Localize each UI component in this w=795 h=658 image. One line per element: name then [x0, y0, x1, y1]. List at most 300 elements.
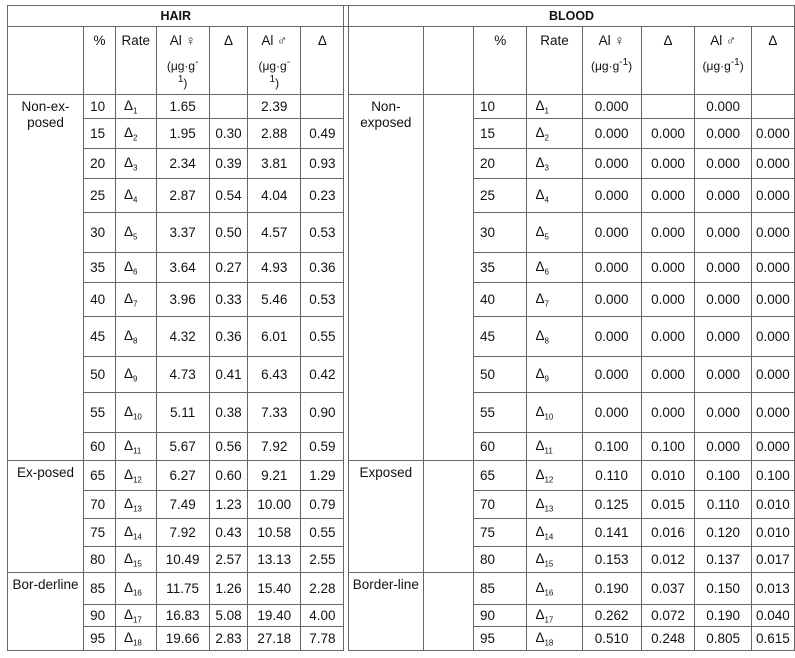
blood-pct-cell: 90: [474, 605, 527, 627]
blood-delta-male-cell: 0.000: [751, 119, 794, 149]
hair-pct-cell: 20: [84, 149, 116, 179]
hair-al-female-label: Al ♀: [169, 33, 196, 48]
hair-delta-female-cell: 0.50: [209, 213, 248, 253]
hair-delta-female-cell: 0.39: [209, 149, 248, 179]
blood-delta-female-cell: 0.010: [641, 461, 695, 491]
delta-symbol: Δ: [535, 466, 545, 482]
blood-pct-header: %: [474, 27, 527, 95]
delta-symbol: Δ: [123, 154, 133, 170]
blood-pct-cell: 75: [474, 519, 527, 547]
blood-rate-cell: [527, 213, 582, 253]
blood-al-female-cell: 0.000: [582, 317, 641, 357]
blood-al-male-cell: 0.000: [695, 149, 751, 179]
hair-pct-cell: 65: [84, 461, 116, 491]
delta-symbol: Δ: [535, 523, 545, 539]
hair-al-male-cell: 6.01: [248, 317, 301, 357]
hair-pct-cell: 40: [84, 283, 116, 317]
hair-al-male-cell: 10.00: [248, 491, 301, 519]
delta-symbol: Δ: [535, 629, 545, 645]
hair-delta-female-cell: 5.08: [209, 605, 248, 627]
hair-rate-cell: [115, 283, 156, 317]
hair-delta-male-cell: 0.23: [301, 179, 344, 213]
rate-index: 15: [544, 559, 554, 569]
blood-pct-cell: 85: [474, 573, 527, 605]
hair-al-female-cell: 4.73: [156, 357, 209, 393]
hair-delta-male-cell: 0.53: [301, 213, 344, 253]
hair-al-female-cell: 5.11: [156, 393, 209, 433]
blood-delta-female-cell: 0.012: [641, 547, 695, 573]
blood-group-borderline: Border-line: [349, 573, 424, 651]
blood-delta-male-cell: 0.013: [751, 573, 794, 605]
blood-rate-cell: [527, 119, 582, 149]
delta-symbol: Δ: [123, 97, 133, 113]
hair-al-female-cell: 3.64: [156, 253, 209, 283]
blood-delta-male-cell: [751, 95, 794, 119]
blood-delta-female-cell: 0.000: [641, 119, 695, 149]
blood-group-non-exposed: Non-exposed: [349, 95, 424, 461]
hair-pct-cell: 60: [84, 433, 116, 461]
blood-al-male-cell: 0.000: [695, 433, 751, 461]
delta-symbol: Δ: [123, 258, 133, 274]
delta-symbol: Δ: [123, 290, 133, 306]
blood-al-female-cell: 0.000: [582, 149, 641, 179]
hair-al-female-cell: 3.96: [156, 283, 209, 317]
blood-pct-cell: 10: [474, 95, 527, 119]
hair-al-male-label: Al ♂: [261, 33, 288, 48]
delta-symbol: Δ: [535, 223, 545, 239]
delta-symbol: Δ: [535, 579, 545, 595]
rate-index: 15: [132, 559, 142, 569]
delta-symbol: Δ: [123, 523, 133, 539]
hair-al-male-cell: 27.18: [248, 627, 301, 651]
blood-al-female-cell: 0.000: [582, 393, 641, 433]
hair-al-male-header: [248, 27, 301, 95]
blood-rate-cell: [527, 519, 582, 547]
blood-delta-male-cell: 0.040: [751, 605, 794, 627]
blood-delta-male-cell: 0.000: [751, 213, 794, 253]
blood-empty-col: [423, 573, 473, 651]
hair-al-female-cell: 3.37: [156, 213, 209, 253]
blood-al-male-cell: 0.000: [695, 283, 751, 317]
hair-al-female-cell: 6.27: [156, 461, 209, 491]
blood-al-male-cell: 0.120: [695, 519, 751, 547]
hair-al-male-cell: 4.57: [248, 213, 301, 253]
hair-pct-cell: 75: [84, 519, 116, 547]
hair-al-female-cell: 2.87: [156, 179, 209, 213]
rate-index: 1: [544, 106, 549, 116]
blood-rate-cell: [527, 573, 582, 605]
hair-al-female-cell: 1.95: [156, 119, 209, 149]
hair-rate-cell: [115, 605, 156, 627]
hair-delta-male-cell: 0.55: [301, 317, 344, 357]
section-gap: [344, 491, 349, 519]
blood-rate-cell: [527, 283, 582, 317]
rate-index: 2: [132, 133, 138, 143]
blood-al-female-cell: 0.100: [582, 433, 641, 461]
section-gap: [344, 393, 349, 433]
hair-group-non-exposed: Non-ex-posed: [8, 95, 84, 461]
hair-al-female-cell: 7.92: [156, 519, 209, 547]
blood-rate-cell: [527, 253, 582, 283]
delta-symbol: Δ: [535, 365, 545, 381]
hair-delta-male-cell: 2.28: [301, 573, 344, 605]
blood-pct-cell: 25: [474, 179, 527, 213]
hair-al-male-cell: 19.40: [248, 605, 301, 627]
hair-rate-cell: [115, 95, 156, 119]
hair-al-male-cell: 2.39: [248, 95, 301, 119]
hair-delta-female-cell: 0.36: [209, 317, 248, 357]
hair-al-male-cell: 2.88: [248, 119, 301, 149]
section-gap: [344, 213, 349, 253]
blood-al-male-cell: 0.000: [695, 357, 751, 393]
blood-al-male-cell: 0.137: [695, 547, 751, 573]
hair-delta-female-cell: 0.43: [209, 519, 248, 547]
section-gap: [344, 179, 349, 213]
blood-rate-cell: [527, 461, 582, 491]
hair-delta-female-cell: 1.26: [209, 573, 248, 605]
hair-delta-male-cell: 4.00: [301, 605, 344, 627]
delta-symbol: Δ: [535, 550, 545, 566]
blood-al-female-cell: 0.510: [582, 627, 641, 651]
blood-al-female-cell: 0.000: [582, 253, 641, 283]
rate-index: 16: [132, 588, 142, 598]
blood-al-female-cell: 0.190: [582, 573, 641, 605]
rate-index: 18: [544, 638, 554, 648]
rate-index: 10: [132, 412, 142, 422]
rate-index: 17: [132, 615, 142, 625]
hair-group-borderline: Bor-derline: [8, 573, 84, 651]
blood-al-female-cell: 0.153: [582, 547, 641, 573]
hair-delta-female-cell: 0.60: [209, 461, 248, 491]
blood-pct-cell: 40: [474, 283, 527, 317]
rate-index: 3: [132, 163, 138, 173]
hair-al-male-cell: 15.40: [248, 573, 301, 605]
blood-al-female-header: [582, 27, 641, 95]
hair-rate-cell: [115, 547, 156, 573]
blood-rate-cell: [527, 95, 582, 119]
hair-al-female-cell: 5.67: [156, 433, 209, 461]
hair-al-male-cell: 6.43: [248, 357, 301, 393]
blood-delta-female-cell: 0.248: [641, 627, 695, 651]
table-row: [8, 461, 795, 491]
hair-al-male-cell: 7.92: [248, 433, 301, 461]
delta-symbol: Δ: [123, 550, 133, 566]
delta-symbol: Δ: [535, 124, 545, 140]
blood-al-male-cell: 0.110: [695, 491, 751, 519]
hair-delta-male-cell: 0.79: [301, 491, 344, 519]
blood-pct-cell: 55: [474, 393, 527, 433]
blood-pct-cell: 65: [474, 461, 527, 491]
section-gap: [344, 283, 349, 317]
blood-delta-male-cell: 0.000: [751, 433, 794, 461]
blood-al-female-cell: 0.125: [582, 491, 641, 519]
hair-pct-cell: 55: [84, 393, 116, 433]
hair-delta-male-cell: 7.78: [301, 627, 344, 651]
hair-blood-aluminium-table: [7, 5, 795, 651]
hair-al-female-cell: 11.75: [156, 573, 209, 605]
hair-al-male-cell: 5.46: [248, 283, 301, 317]
blood-group-header: [349, 27, 424, 95]
blood-delta-male-cell: 0.010: [751, 491, 794, 519]
hair-pct-cell: 10: [84, 95, 116, 119]
hair-al-male-cell: 7.33: [248, 393, 301, 433]
hair-delta-female-cell: 0.33: [209, 283, 248, 317]
hair-delta-male-cell: 0.42: [301, 357, 344, 393]
hair-al-female-cell: 19.66: [156, 627, 209, 651]
blood-delta-male-cell: 0.010: [751, 519, 794, 547]
hair-pct-cell: 45: [84, 317, 116, 357]
delta-symbol: Δ: [123, 437, 133, 453]
section-gap: [344, 519, 349, 547]
hair-pct-cell: 90: [84, 605, 116, 627]
blood-delta-male-cell: 0.100: [751, 461, 794, 491]
blood-pct-cell: 45: [474, 317, 527, 357]
table-row: [8, 573, 795, 605]
hair-group-exposed: Ex-posed: [8, 461, 84, 573]
blood-pct-cell: 15: [474, 119, 527, 149]
hair-al-female-cell: 2.34: [156, 149, 209, 179]
rate-index: 4: [544, 195, 549, 205]
blood-al-female-cell: 0.000: [582, 95, 641, 119]
hair-unit-m-sup: 1: [269, 74, 276, 85]
blood-delta-female-cell: [641, 95, 695, 119]
rate-index: 8: [544, 336, 549, 346]
hair-rate-cell: [115, 179, 156, 213]
blood-rate-cell: [527, 179, 582, 213]
blood-rate-cell: [527, 433, 582, 461]
hair-pct-cell: 50: [84, 357, 116, 393]
hair-al-female-cell: 7.49: [156, 491, 209, 519]
blood-delta-female-cell: 0.000: [641, 357, 695, 393]
delta-symbol: Δ: [535, 403, 545, 419]
blood-empty-header: [423, 27, 473, 95]
rate-index: 2: [544, 133, 549, 143]
hair-pct-cell: 30: [84, 213, 116, 253]
hair-rate-header: Rate: [115, 27, 156, 95]
blood-delta-female-cell: 0.000: [641, 283, 695, 317]
hair-al-male-cell: 4.04: [248, 179, 301, 213]
blood-rate-cell: [527, 357, 582, 393]
table-body: [8, 95, 795, 651]
blood-rate-cell: [527, 547, 582, 573]
blood-pct-cell: 20: [474, 149, 527, 179]
blood-al-male-cell: 0.000: [695, 179, 751, 213]
blood-rate-cell: [527, 491, 582, 519]
blood-delta-male-cell: 0.000: [751, 357, 794, 393]
blood-al-female-cell: 0.110: [582, 461, 641, 491]
delta-symbol: Δ: [535, 606, 545, 622]
rate-index: 16: [544, 588, 554, 598]
hair-pct-cell: 95: [84, 627, 116, 651]
hair-delta-female-cell: 0.27: [209, 253, 248, 283]
hair-delta-female-cell: 0.41: [209, 357, 248, 393]
blood-delta-female-cell: 0.000: [641, 149, 695, 179]
blood-delta-female-cell: 0.100: [641, 433, 695, 461]
hair-delta-female-cell: 1.23: [209, 491, 248, 519]
blood-rate-cell: [527, 627, 582, 651]
hair-rate-cell: [115, 433, 156, 461]
hair-al-female-cell: 1.65: [156, 95, 209, 119]
hair-delta-male-cell: 0.90: [301, 393, 344, 433]
rate-index: 7: [132, 299, 138, 309]
rate-index: 6: [544, 267, 549, 277]
delta-symbol: Δ: [123, 495, 133, 511]
hair-rate-cell: [115, 519, 156, 547]
delta-symbol: Δ: [535, 437, 545, 453]
delta-symbol: Δ: [535, 258, 545, 274]
blood-empty-col: [423, 461, 473, 573]
hair-pct-cell: 25: [84, 179, 116, 213]
blood-delta-female-cell: 0.000: [641, 213, 695, 253]
hair-al-male-cell: 3.81: [248, 149, 301, 179]
blood-delta-female-cell: 0.000: [641, 317, 695, 357]
rate-index: 9: [544, 374, 549, 384]
section-gap: [344, 317, 349, 357]
rate-index: 14: [132, 532, 142, 542]
delta-symbol: Δ: [123, 466, 133, 482]
rate-index: 1: [132, 106, 138, 116]
hair-delta-male-cell: 0.36: [301, 253, 344, 283]
blood-rate-cell: [527, 393, 582, 433]
delta-symbol: Δ: [123, 606, 133, 622]
delta-symbol: Δ: [535, 97, 545, 113]
blood-pct-cell: 50: [474, 357, 527, 393]
hair-al-female-cell: 16.83: [156, 605, 209, 627]
rate-index: 12: [132, 475, 142, 485]
delta-symbol: Δ: [123, 124, 133, 140]
hair-delta-male-cell: 0.53: [301, 283, 344, 317]
hair-group-header: [8, 27, 84, 95]
delta-symbol: Δ: [123, 629, 133, 645]
rate-index: 12: [544, 475, 554, 485]
hair-delta-female-cell: 0.54: [209, 179, 248, 213]
blood-al-male-unit: $(\mu g\cdot g^{-1})$: [702, 57, 744, 73]
hair-delta-female-cell: 0.38: [209, 393, 248, 433]
hair-al-female-header: [156, 27, 209, 95]
blood-al-female-cell: 0.000: [582, 213, 641, 253]
blood-delta-male-cell: 0.017: [751, 547, 794, 573]
rate-index: 11: [132, 446, 142, 456]
blood-al-female-cell: 0.000: [582, 179, 641, 213]
blood-delta-male-header: Δ: [751, 27, 794, 95]
delta-symbol: Δ: [123, 327, 133, 343]
blood-al-male-cell: 0.000: [695, 95, 751, 119]
hair-pct-cell: 80: [84, 547, 116, 573]
section-gap: [344, 119, 349, 149]
rate-index: 10: [544, 412, 554, 422]
blood-rate-cell: [527, 605, 582, 627]
blood-rate-header: Rate: [527, 27, 582, 95]
blood-al-male-cell: 0.000: [695, 213, 751, 253]
blood-pct-cell: 80: [474, 547, 527, 573]
hair-al-male-cell: 9.21: [248, 461, 301, 491]
blood-delta-male-cell: 0.000: [751, 317, 794, 357]
hair-rate-cell: [115, 253, 156, 283]
hair-pct-cell: 70: [84, 491, 116, 519]
hair-rate-cell: [115, 357, 156, 393]
blood-delta-male-cell: 0.000: [751, 393, 794, 433]
hair-pct-header: %: [84, 27, 116, 95]
rate-index: 5: [132, 232, 138, 242]
hair-delta-male-cell: 2.55: [301, 547, 344, 573]
blood-delta-male-cell: 0.000: [751, 283, 794, 317]
blood-delta-female-cell: 0.000: [641, 393, 695, 433]
rate-index: 17: [544, 615, 554, 625]
rate-index: 13: [132, 504, 142, 514]
blood-section-title: BLOOD: [349, 6, 795, 27]
delta-symbol: Δ: [535, 290, 545, 306]
blood-delta-female-cell: 0.000: [641, 253, 695, 283]
hair-delta-male-cell: 0.59: [301, 433, 344, 461]
table-row: [8, 95, 795, 119]
delta-symbol: Δ: [535, 495, 545, 511]
hair-pct-cell: 35: [84, 253, 116, 283]
hair-delta-male-cell: [301, 95, 344, 119]
rate-index: 5: [544, 232, 549, 242]
blood-al-male-cell: 0.805: [695, 627, 751, 651]
hair-section-title: HAIR: [8, 6, 344, 27]
blood-al-male-header: [695, 27, 751, 95]
blood-delta-female-header: Δ: [641, 27, 695, 95]
blood-delta-female-cell: 0.037: [641, 573, 695, 605]
section-gap: [344, 627, 349, 651]
blood-al-female-cell: 0.141: [582, 519, 641, 547]
blood-al-female-cell: 0.000: [582, 283, 641, 317]
hair-delta-male-cell: 0.55: [301, 519, 344, 547]
blood-al-female-unit: $(\mu g\cdot g^{-1})$: [591, 57, 633, 73]
hair-al-female-cell: 4.32: [156, 317, 209, 357]
blood-delta-male-cell: 0.615: [751, 627, 794, 651]
hair-al-male-unit: $(\mu g\cdot g^{- 1})$: [258, 57, 291, 90]
rate-index: 18: [132, 638, 142, 648]
hair-delta-female-header: Δ: [209, 27, 248, 95]
blood-delta-female-cell: 0.016: [641, 519, 695, 547]
hair-unit-f-sup: 1: [177, 74, 184, 85]
rate-index: 11: [544, 446, 553, 456]
hair-rate-cell: [115, 317, 156, 357]
hair-rate-cell: [115, 627, 156, 651]
hair-al-male-cell: 4.93: [248, 253, 301, 283]
rate-index: 13: [544, 504, 554, 514]
blood-pct-cell: 95: [474, 627, 527, 651]
hair-al-male-cell: 10.58: [248, 519, 301, 547]
section-gap: [344, 357, 349, 393]
blood-al-male-cell: 0.000: [695, 253, 751, 283]
hair-delta-female-cell: 0.56: [209, 433, 248, 461]
blood-delta-male-cell: 0.000: [751, 179, 794, 213]
rate-index: 8: [132, 336, 138, 346]
blood-al-female-cell: 0.262: [582, 605, 641, 627]
delta-symbol: Δ: [123, 579, 133, 595]
hair-delta-male-header: Δ: [301, 27, 344, 95]
blood-al-male-cell: 0.150: [695, 573, 751, 605]
blood-al-female-label: Al ♀: [598, 33, 625, 48]
hair-rate-cell: [115, 149, 156, 179]
blood-delta-female-cell: 0.015: [641, 491, 695, 519]
hair-pct-cell: 15: [84, 119, 116, 149]
hair-delta-male-cell: 1.29: [301, 461, 344, 491]
blood-al-female-cell: 0.000: [582, 357, 641, 393]
blood-al-male-cell: 0.000: [695, 393, 751, 433]
section-gap: [344, 433, 349, 461]
delta-symbol: Δ: [535, 154, 545, 170]
hair-delta-female-cell: [209, 95, 248, 119]
delta-symbol: Δ: [535, 327, 545, 343]
blood-empty-col: [423, 95, 473, 461]
blood-rate-cell: [527, 317, 582, 357]
rate-index: 14: [544, 532, 554, 542]
blood-delta-female-cell: 0.072: [641, 605, 695, 627]
